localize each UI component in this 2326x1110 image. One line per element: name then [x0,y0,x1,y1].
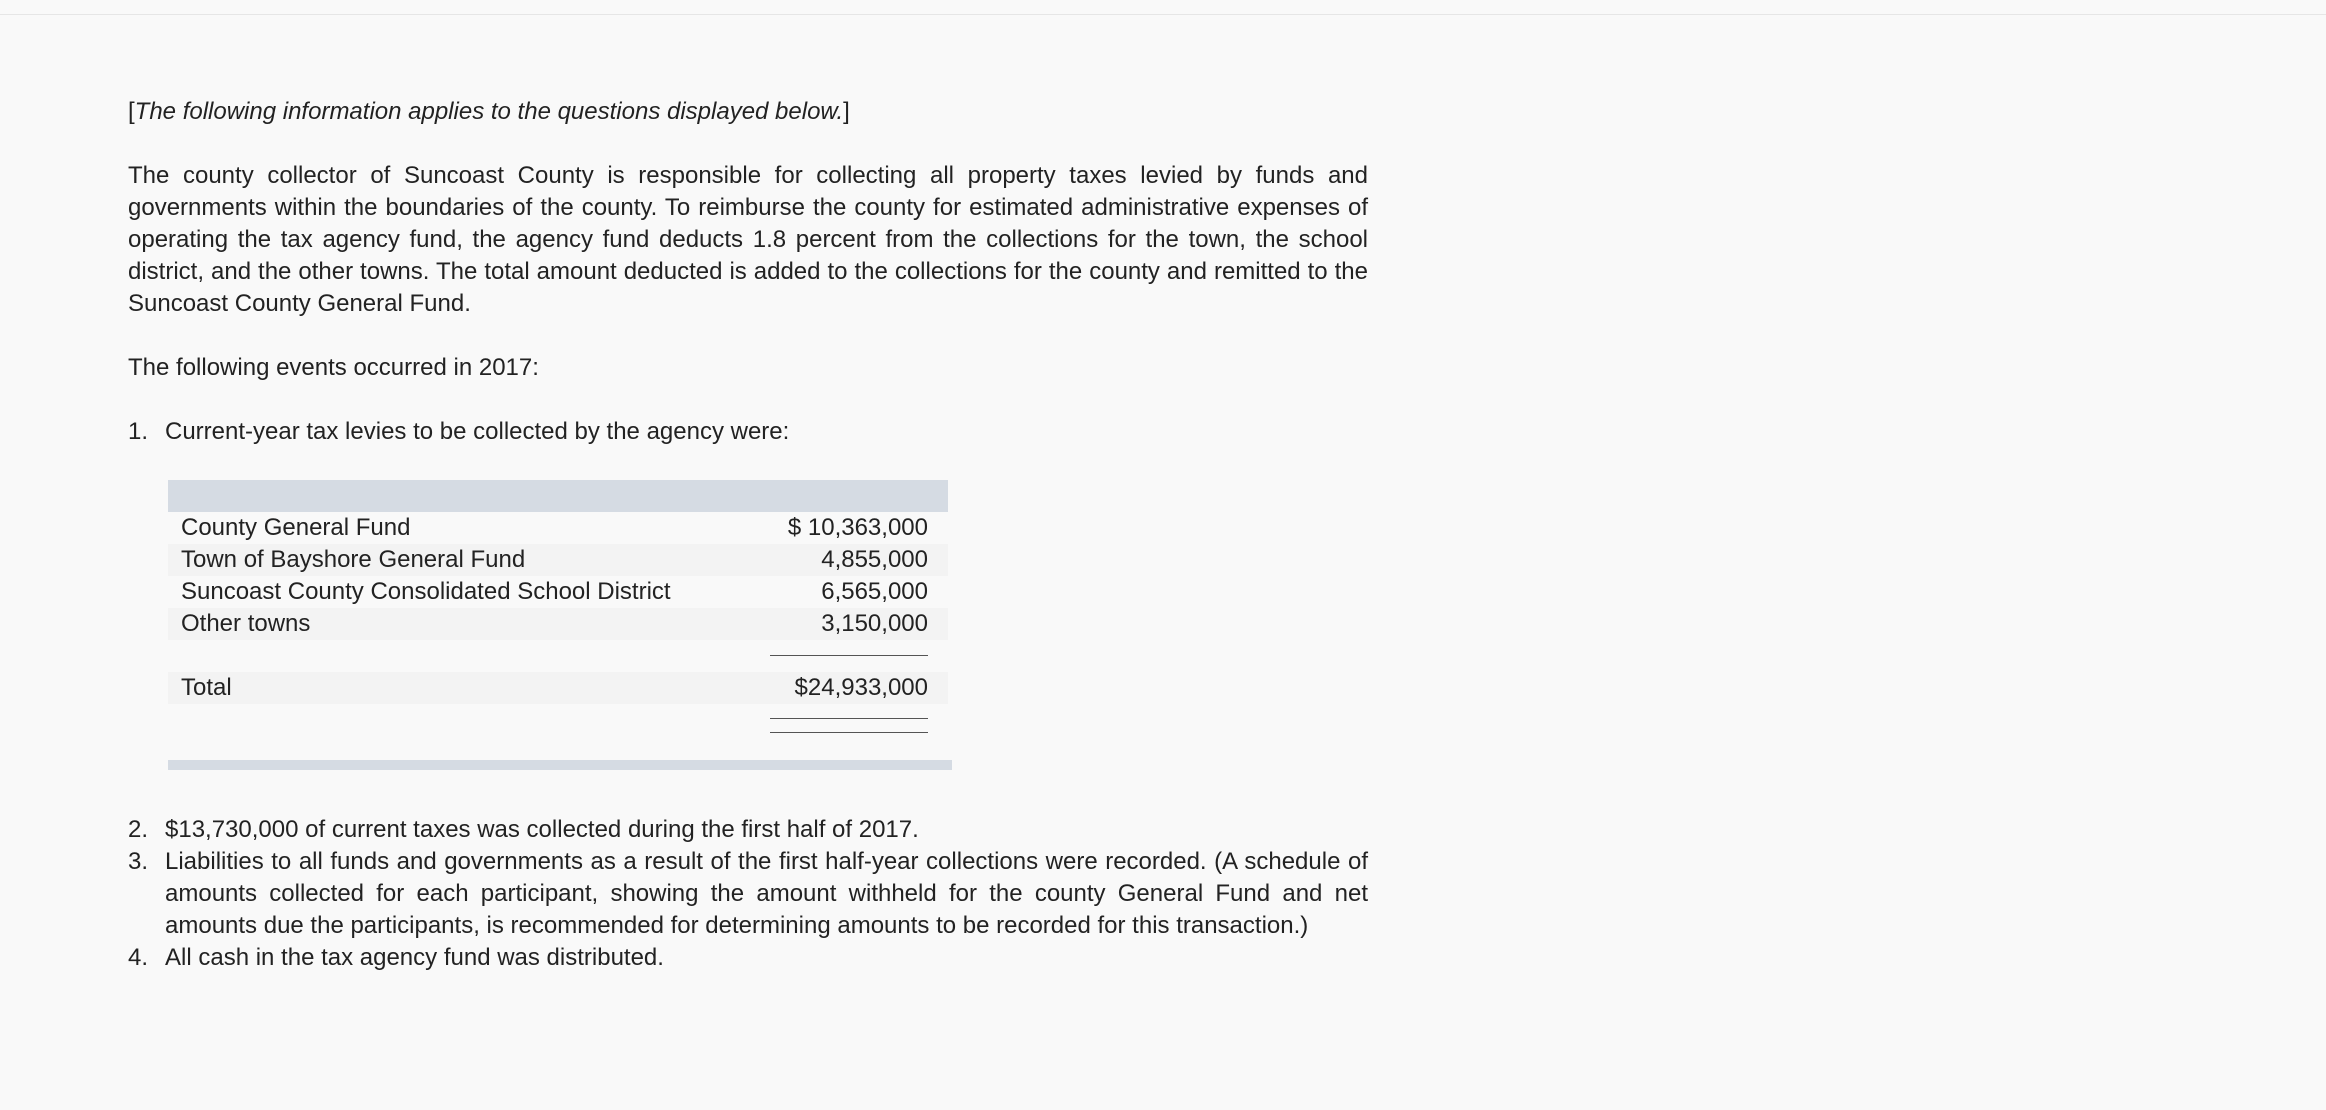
total-value: $24,933,000 [794,674,928,701]
intro-close-bracket: ] [843,98,850,125]
table-footer-bar [168,760,952,770]
total-double-rule-bottom [770,732,928,733]
table-total-row [168,672,948,704]
row-label: Other towns [181,610,311,637]
row-label: Suncoast County Consolidated School District [181,578,671,605]
table-row [168,544,948,576]
event-number: 4. [128,944,149,971]
top-divider [0,14,2326,15]
event-text: $13,730,000 of current taxes was collected during the first half of 2017. [165,816,919,843]
table-row [168,608,948,640]
row-value: $ 10,363,000 [787,514,928,541]
total-double-rule-top [770,718,928,719]
event-item-3 [128,846,1368,942]
table-row [168,512,948,544]
event-number: 1. [128,418,149,445]
row-label: County General Fund [181,514,411,541]
subtotal-rule [770,655,928,656]
intro-note [128,96,1368,128]
event-text: Liabilities to all funds and governments as a result of the first half-year collections were recorded. (A schedule of amounts collected for each participant, showing the amount withheld for the county General Fund and net amounts due the participants, is recommended for determining amounts to be recorded for this transaction.) [165,848,1368,939]
event-item-1 [128,416,1368,448]
row-value: 6,565,000 [821,578,928,605]
table-row [168,576,948,608]
scenario-paragraph: The county collector of Suncoast County is responsible for collecting all property taxes levied by funds and governments within the boundaries of the county. To reimburse the county for estimated administrative expenses of operating the tax agency fund, the agency fund deducts 1.8 percent from the collections for the town, the school district, and the other towns. The total amount deducted is added to the collections for the county and remitted to the Suncoast County General Fund. [128,162,1368,317]
row-label: Town of Bayshore General Fund [181,546,526,573]
intro-note-text: The following information applies to the questions displayed below. [134,98,844,125]
row-value: 4,855,000 [821,546,928,573]
event-number: 3. [128,848,149,875]
events-intro: The following events occurred in 2017: [128,354,539,381]
event-text: All cash in the tax agency fund was distributed. [165,944,664,971]
question-intro-section [128,96,1368,448]
tax-levy-table [168,480,952,770]
event-item-2 [128,814,1368,846]
total-label: Total [181,674,232,701]
row-value: 3,150,000 [821,610,928,637]
intro-open-bracket: [ [128,98,135,125]
event-item-4 [128,942,1368,974]
event-number: 2. [128,816,149,843]
event-text: Current-year tax levies to be collected by the agency were: [165,418,790,445]
events-list-continued [128,814,1368,974]
table-header-bar [168,480,948,512]
